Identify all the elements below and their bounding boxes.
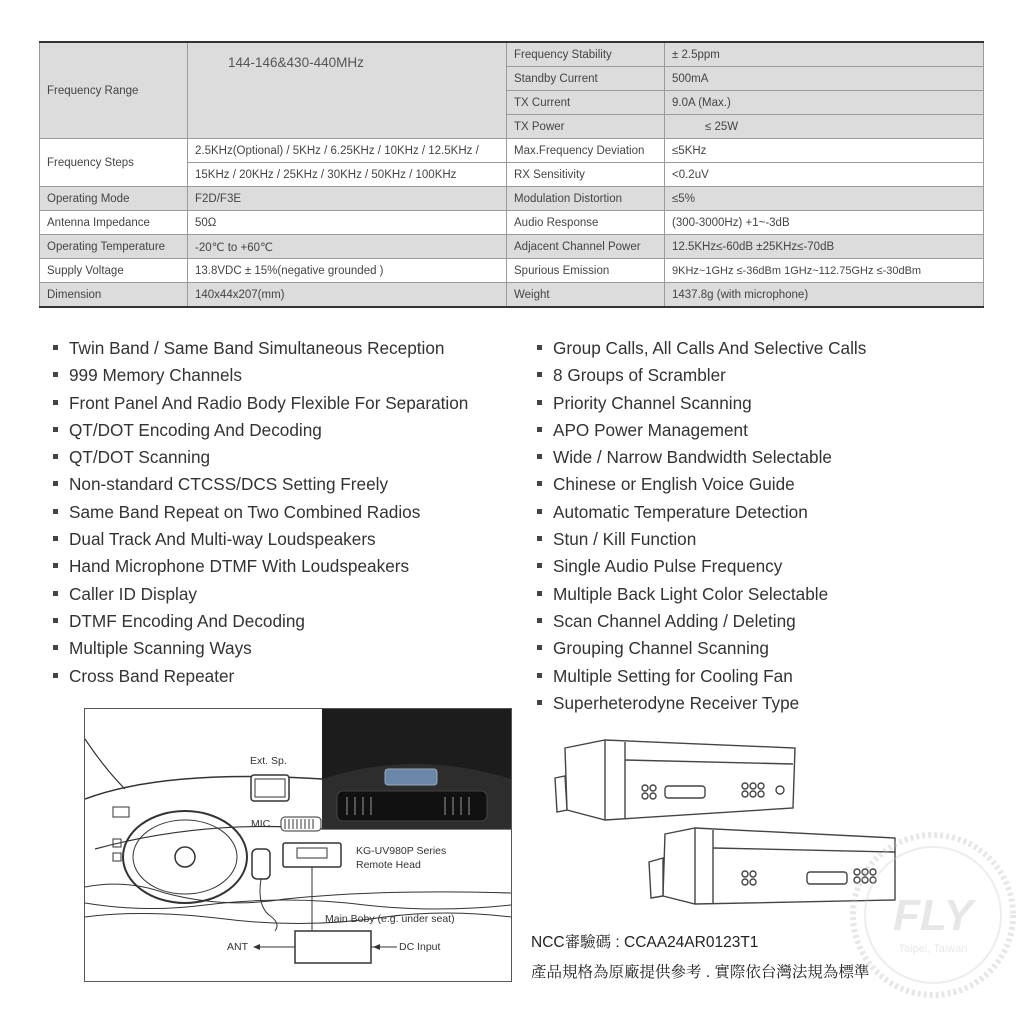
value-frequency-stability: ± 2.5ppm bbox=[665, 42, 984, 67]
feature-item: Same Band Repeat on Two Combined Radios bbox=[53, 499, 468, 526]
value-tx-current: 9.0A (Max.) bbox=[665, 91, 984, 115]
feature-item: Multiple Setting for Cooling Fan bbox=[537, 663, 866, 690]
remote-head bbox=[283, 843, 341, 867]
feature-item: Priority Channel Scanning bbox=[537, 390, 866, 417]
feature-item: Twin Band / Same Band Simultaneous Reception bbox=[53, 335, 468, 362]
value-antenna-impedance: 50Ω bbox=[188, 211, 507, 235]
label-operating-mode: Operating Mode bbox=[40, 187, 188, 211]
feature-item: Multiple Back Light Color Selectable bbox=[537, 581, 866, 608]
label-max-frequency-deviation: Max.Frequency Deviation bbox=[507, 139, 665, 163]
feature-item: Wide / Narrow Bandwidth Selectable bbox=[537, 444, 866, 471]
feature-item: Non-standard CTCSS/DCS Setting Freely bbox=[53, 471, 468, 498]
feature-item: Chinese or English Voice Guide bbox=[537, 471, 866, 498]
label-dimension: Dimension bbox=[40, 283, 188, 308]
feature-item: 8 Groups of Scrambler bbox=[537, 362, 866, 389]
installation-diagram bbox=[84, 708, 512, 982]
value-operating-temperature: -20℃ to +60℃ bbox=[188, 235, 507, 259]
ncc-code: NCC審驗碼 : CCAA24AR0123T1 bbox=[531, 934, 759, 951]
value-dimension: 140x44x207(mm) bbox=[188, 283, 507, 308]
label-frequency-steps: Frequency Steps bbox=[40, 139, 188, 187]
label-modulation-distortion: Modulation Distortion bbox=[507, 187, 665, 211]
label-ext-sp: Ext. Sp. bbox=[250, 755, 287, 767]
label-antenna-impedance: Antenna Impedance bbox=[40, 211, 188, 235]
ncc-note: 產品規格為原廠提供參考 . 實際依台灣法規為標準 bbox=[531, 964, 870, 981]
spec-table bbox=[39, 41, 984, 308]
label-rx-sensitivity: RX Sensitivity bbox=[507, 163, 665, 187]
label-supply-voltage: Supply Voltage bbox=[40, 259, 188, 283]
radio-unit-top bbox=[555, 740, 795, 820]
value-weight: 1437.8g (with microphone) bbox=[665, 283, 984, 308]
label-main-body: Main Boby (e.g. under seat) bbox=[325, 913, 455, 925]
label-dc-input: DC Input bbox=[399, 941, 441, 953]
feature-item: Hand Microphone DTMF With Loudspeakers bbox=[53, 553, 468, 580]
value-spurious-emission: 9KHz~1GHz ≤-36dBm 1GHz~112.75GHz ≤-30dBm bbox=[665, 259, 984, 283]
feature-list-left bbox=[53, 335, 468, 690]
feature-item: Caller ID Display bbox=[53, 581, 468, 608]
value-frequency-steps-line1: 2.5KHz(Optional) / 5KHz / 6.25KHz / 10KHz / 12.5KHz / bbox=[188, 139, 507, 163]
value-adjacent-channel-power: 12.5KHz≤-60dB ±25KHz≤-70dB bbox=[665, 235, 984, 259]
svg-text:Taipei, Taiwan: Taipei, Taiwan bbox=[898, 943, 968, 955]
feature-item: Automatic Temperature Detection bbox=[537, 499, 866, 526]
label-tx-current: TX Current bbox=[507, 91, 665, 115]
label-spurious-emission: Spurious Emission bbox=[507, 259, 665, 283]
value-tx-power: ≤ 25W bbox=[665, 115, 984, 139]
feature-item: APO Power Management bbox=[537, 417, 866, 444]
label-ant: ANT bbox=[227, 941, 248, 953]
value-audio-response: (300-3000Hz) +1~-3dB bbox=[665, 211, 984, 235]
label-mic: MIC bbox=[251, 818, 271, 830]
feature-item: Scan Channel Adding / Deleting bbox=[537, 608, 866, 635]
label-audio-response: Audio Response bbox=[507, 211, 665, 235]
feature-item: Grouping Channel Scanning bbox=[537, 635, 866, 662]
label-frequency-range: Frequency Range bbox=[40, 42, 188, 139]
feature-item: QT/DOT Scanning bbox=[53, 444, 468, 471]
feature-item: Group Calls, All Calls And Selective Calls bbox=[537, 335, 866, 362]
main-body-unit bbox=[295, 931, 371, 963]
label-tx-power: TX Power bbox=[507, 115, 665, 139]
label-adjacent-channel-power: Adjacent Channel Power bbox=[507, 235, 665, 259]
feature-item: Front Panel And Radio Body Flexible For Separation bbox=[53, 390, 468, 417]
car-interior-sketch bbox=[85, 709, 511, 981]
feature-item: QT/DOT Encoding And Decoding bbox=[53, 417, 468, 444]
label-frequency-stability: Frequency Stability bbox=[507, 42, 665, 67]
value-operating-mode: F2D/F3E bbox=[188, 187, 507, 211]
label-remote-head: Remote Head bbox=[356, 859, 421, 871]
value-max-frequency-deviation: ≤5KHz bbox=[665, 139, 984, 163]
feature-item: Dual Track And Multi-way Loudspeakers bbox=[53, 526, 468, 553]
feature-item: 999 Memory Channels bbox=[53, 362, 468, 389]
value-modulation-distortion: ≤5% bbox=[665, 187, 984, 211]
feature-list-right bbox=[537, 335, 866, 717]
value-supply-voltage: 13.8VDC ± 15%(negative grounded ) bbox=[188, 259, 507, 283]
feature-item: Single Audio Pulse Frequency bbox=[537, 553, 866, 580]
hand-mic bbox=[252, 849, 270, 879]
label-remote-head-model: KG-UV980P Series bbox=[356, 845, 447, 857]
feature-item: Multiple Scanning Ways bbox=[53, 635, 468, 662]
value-frequency-range: 144-146&430-440MHz bbox=[188, 42, 507, 139]
value-standby-current: 500mA bbox=[665, 67, 984, 91]
label-weight: Weight bbox=[507, 283, 665, 308]
feature-item: Stun / Kill Function bbox=[537, 526, 866, 553]
feature-item: Superheterodyne Receiver Type bbox=[537, 690, 866, 717]
label-standby-current: Standby Current bbox=[507, 67, 665, 91]
value-frequency-steps-line2: 15KHz / 20KHz / 25KHz / 30KHz / 50KHz / 100KHz bbox=[188, 163, 507, 187]
value-rx-sensitivity: <0.2uV bbox=[665, 163, 984, 187]
label-operating-temperature: Operating Temperature bbox=[40, 235, 188, 259]
fly-watermark-logo bbox=[848, 830, 1018, 1000]
feature-item: Cross Band Repeater bbox=[53, 663, 468, 690]
svg-text:FLY: FLY bbox=[893, 891, 973, 940]
feature-item: DTMF Encoding And Decoding bbox=[53, 608, 468, 635]
dashboard-display bbox=[385, 769, 437, 785]
